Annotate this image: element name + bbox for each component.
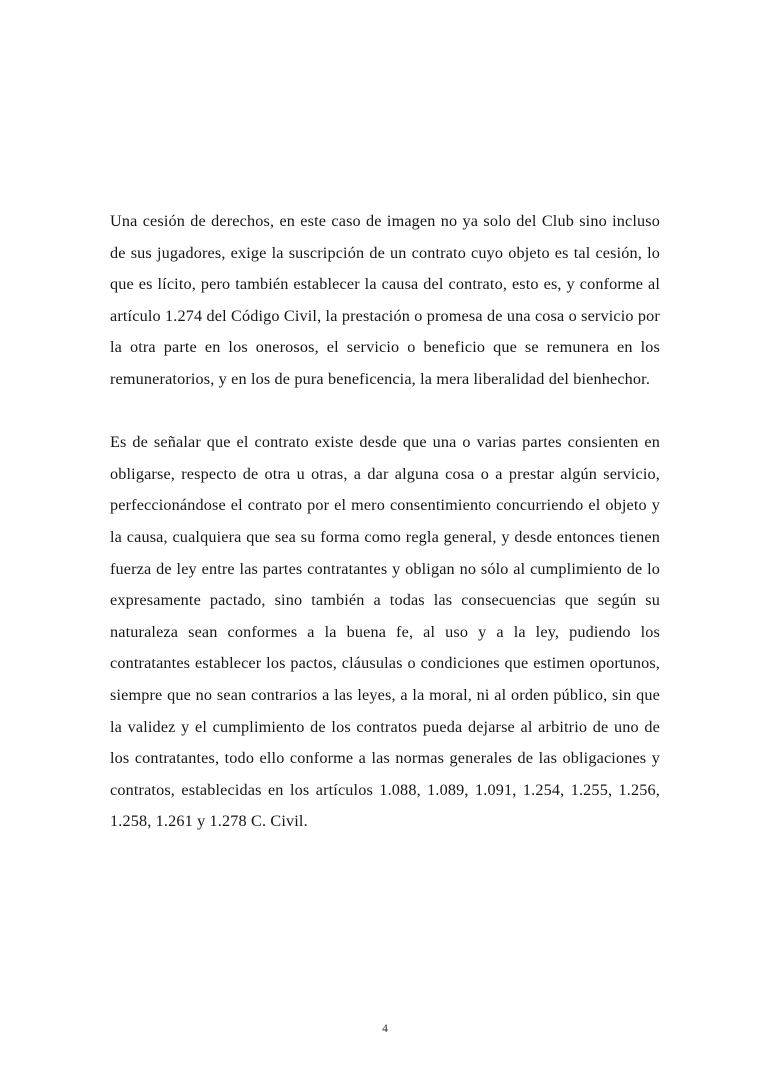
page-number: 4 (382, 1023, 388, 1035)
body-paragraph-1: Una cesión de derechos, en este caso de imagen no ya solo del Club sino incluso de sus jugadores, exige la suscripción de un contrato cuyo objeto es tal cesión, lo que es lícito, pero también establecer la causa del contrato, esto es, y conforme al artículo 1.274 del Código Civil, la prestación o promesa de una cosa o servicio por la otra parte en los onerosos, el servicio o beneficio que se remunera en los remuneratorios, y en los de pura beneficencia, la mera liberalidad del bienhechor. (110, 212, 660, 388)
body-paragraph-2: Es de señalar que el contrato existe desde que una o varias partes consienten en obligarse, respecto de otra u otras, a dar alguna cosa o a prestar algún servicio, perfeccionándose el contrato por el mero consentimiento concurriendo el objeto y la causa, cualquiera que sea su forma como regla general, y desde entonces tienen fuerza de ley entre las partes contratantes y obligan no sólo al cumplimiento de lo expresamente pactado, sino también a todas las consecuencias que según su naturaleza sean conformes a la buena fe, al uso y a la ley, pudiendo los contratantes establecer los pactos, cláusulas o condiciones que estimen oportunos, siempre que no sean contrarios a las leyes, a la moral, ni al orden público, sin que la validez y el cumplimiento de los contratos pueda dejarse al arbitrio de uno de los contratantes, todo ello conforme a las normas generales de las obligaciones y contratos, establecidas en los artículos 1.088, 1.089, 1.091, 1.254, 1.255, 1.256, 1.258, 1.261 y 1.278 C. Civil. (110, 433, 660, 831)
document-body (110, 206, 660, 838)
